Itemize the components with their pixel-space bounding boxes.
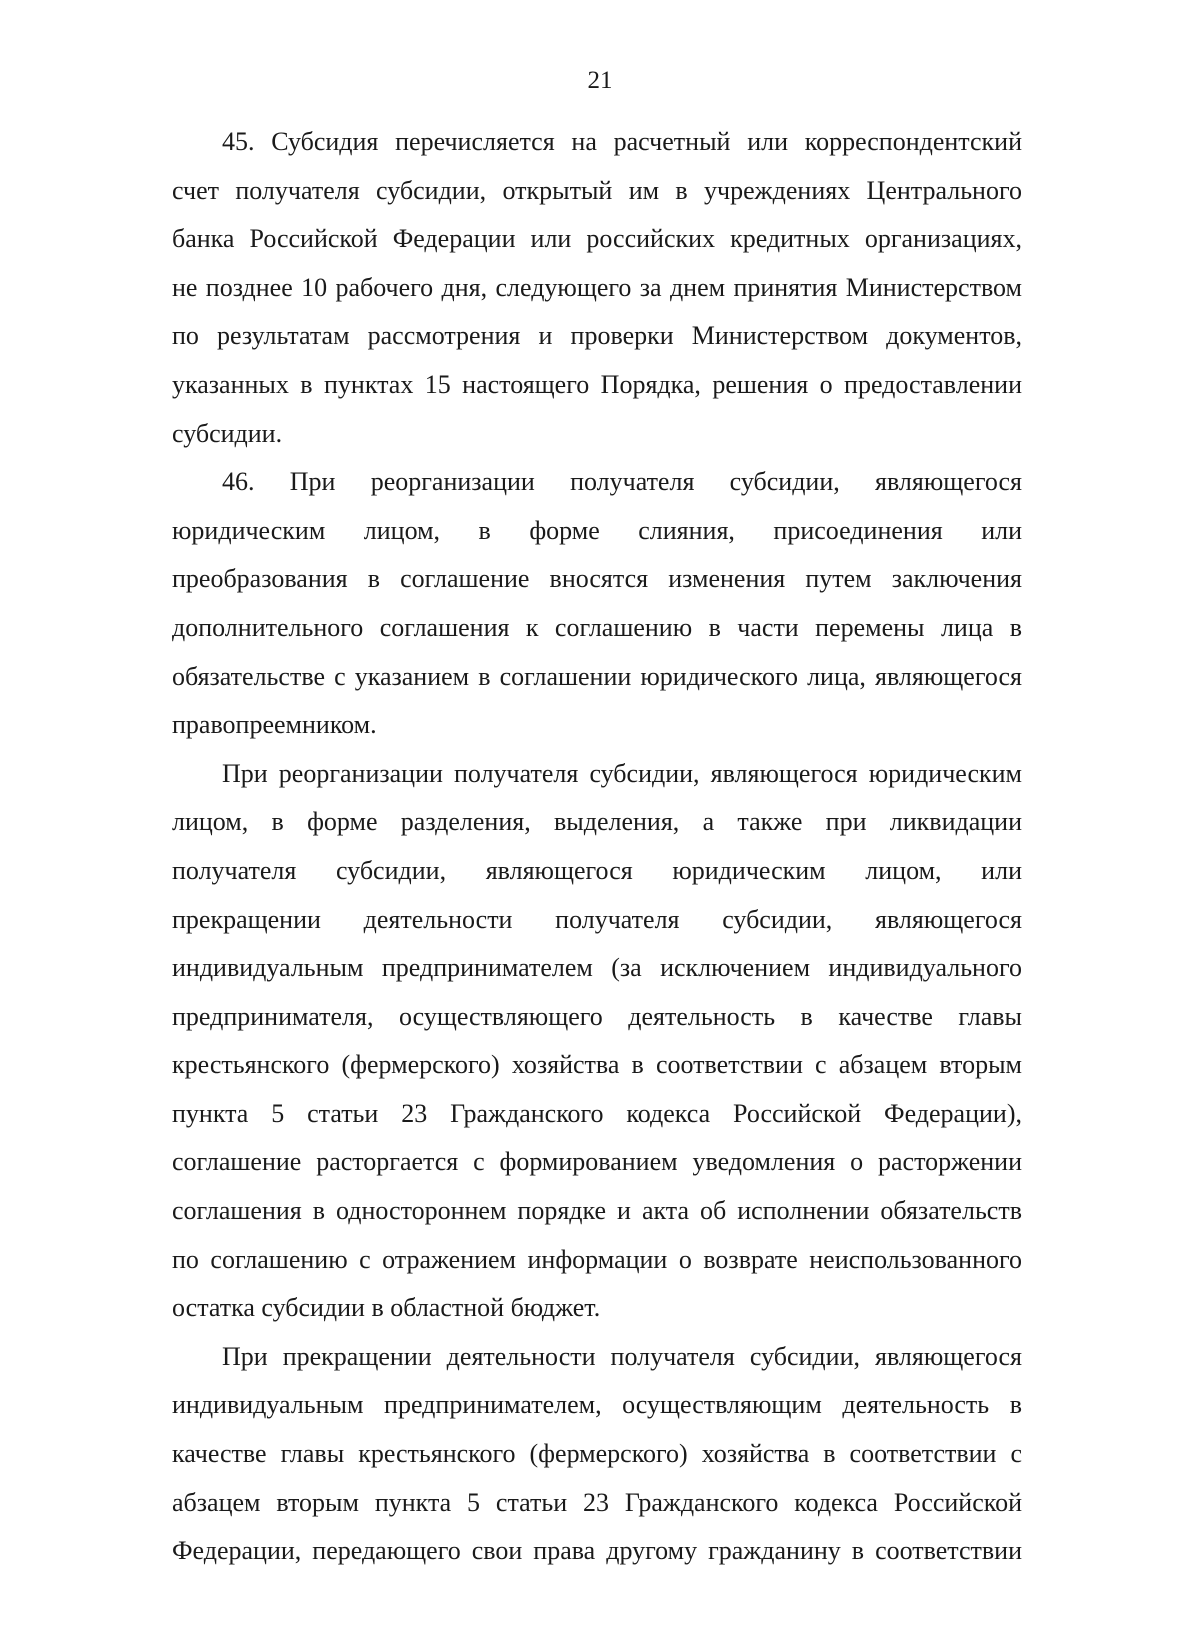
text-line: субсидии. xyxy=(172,418,283,448)
text-line: 45. Субсидия перечисляется на расчетный или корреспондентский xyxy=(222,127,1022,156)
text-line: При реорганизации получателя субсидии, являющегося юридическим xyxy=(222,758,1022,788)
text-line: юридическим лицом, в форме слияния, присоединения или xyxy=(172,515,1022,545)
text-line: счет получателя субсидии, открытый им в учреждениях Центрального xyxy=(172,175,1022,205)
text-line: индивидуальным предпринимателем, осуществляющим деятельность в xyxy=(172,1390,1022,1420)
text-line: банка Российской Федерации или российских кредитных организациях, xyxy=(172,224,1022,254)
paragraph-46-farm-head xyxy=(172,1333,1022,1576)
text-line: предпринимателя, осуществляющего деятельность в качестве главы xyxy=(172,1001,1022,1031)
text-line: указанных в пунктах 15 настоящего Порядка, решения о предоставлении xyxy=(172,369,1022,399)
text-line: соглашение расторгается с формированием уведомления о расторжении xyxy=(172,1147,1022,1177)
text-line: Федерации, передающего свои права другому гражданину в соответствии xyxy=(172,1536,1022,1566)
text-line: не позднее 10 рабочего дня, следующего за днем принятия Министерством xyxy=(172,272,1022,302)
text-line: правопреемником. xyxy=(172,710,377,740)
text-line: 46. При реорганизации получателя субсидии, являющегося xyxy=(222,467,1022,497)
text-line: качестве главы крестьянского (фермерского) хозяйства в соответствии с xyxy=(172,1439,1022,1469)
text-line: лицом, в форме разделения, выделения, а также при ликвидации xyxy=(172,807,1022,837)
text-line: индивидуальным предпринимателем (за исключением индивидуального xyxy=(172,953,1022,983)
text-line: прекращении деятельности получателя субсидии, являющегося xyxy=(172,904,1022,934)
page-number: 21 xyxy=(587,67,613,94)
text-line: крестьянского (фермерского) хозяйства в соответствии с абзацем вторым xyxy=(172,1050,1022,1080)
text-line: преобразования в соглашение вносятся изменения путем заключения xyxy=(172,564,1022,594)
document-body xyxy=(172,118,1022,1576)
text-line: дополнительного соглашения к соглашению в части перемены лица в xyxy=(172,612,1022,642)
paragraph-46 xyxy=(172,458,1022,750)
paragraph-46-reorganization xyxy=(172,750,1022,1333)
text-line: по результатам рассмотрения и проверки Министерством документов, xyxy=(172,321,1022,351)
text-line: обязательстве с указанием в соглашении юридического лица, являющегося xyxy=(172,661,1022,691)
paragraph-45 xyxy=(172,118,1022,458)
text-line: по соглашению с отражением информации о возврате неиспользованного xyxy=(172,1244,1022,1274)
text-line: При прекращении деятельности получателя субсидии, являющегося xyxy=(222,1341,1022,1371)
text-line: получателя субсидии, являющегося юридическим лицом, или xyxy=(172,855,1022,885)
text-line: абзацем вторым пункта 5 статьи 23 Гражданского кодекса Российской xyxy=(172,1487,1022,1517)
text-line: остатка субсидии в областной бюджет. xyxy=(172,1293,601,1323)
text-line: пункта 5 статьи 23 Гражданского кодекса Российской Федерации), xyxy=(172,1098,1022,1128)
text-line: соглашения в одностороннем порядке и акта об исполнении обязательств xyxy=(172,1196,1022,1226)
